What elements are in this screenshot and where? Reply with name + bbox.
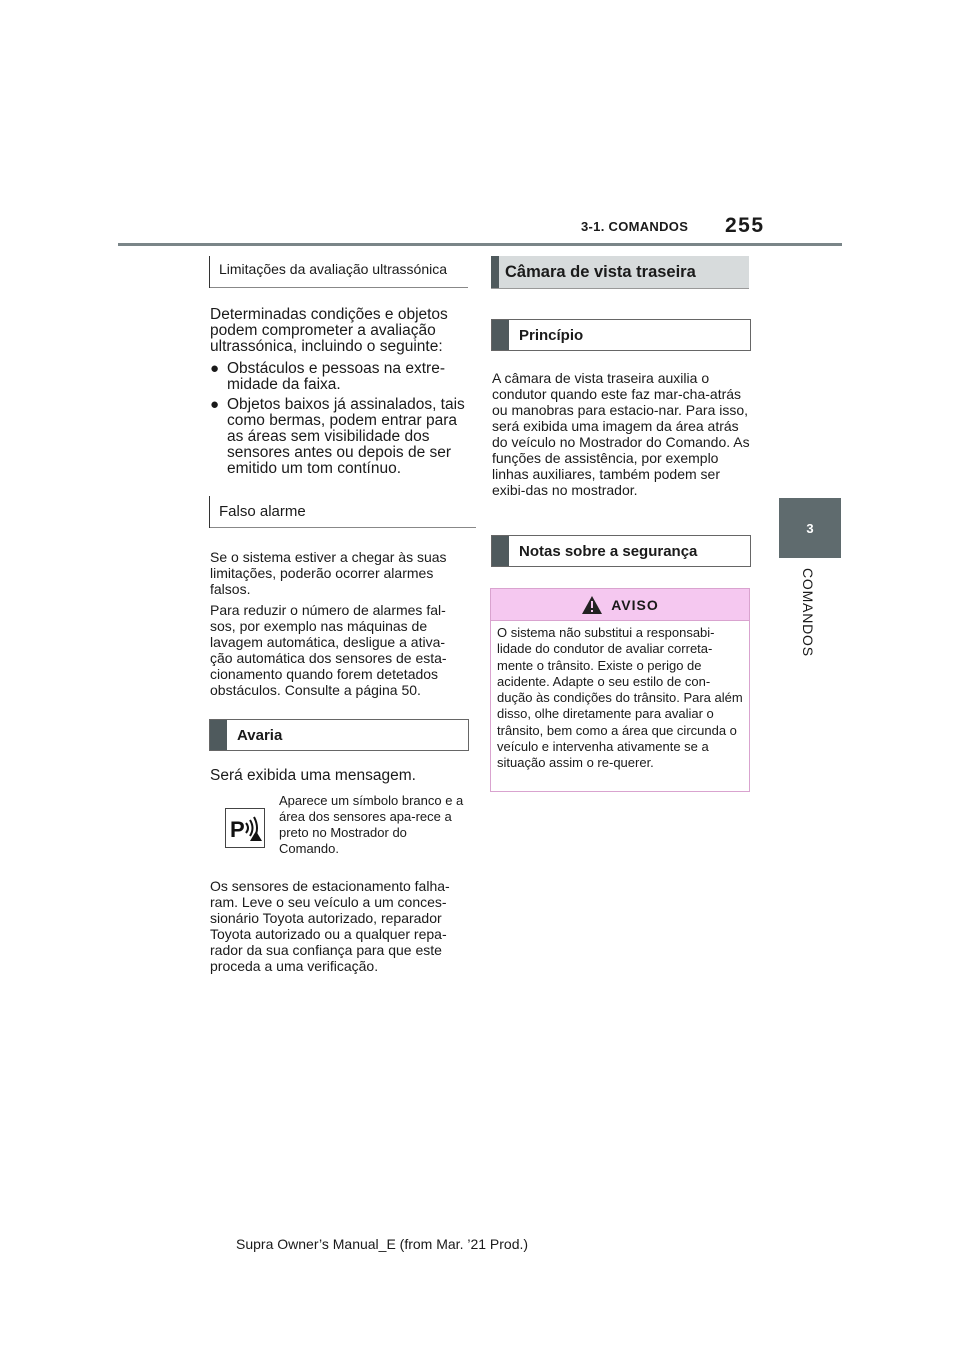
warning-label: AVISO [611, 596, 659, 613]
chapter-tab[interactable]: 3 [779, 498, 841, 558]
warning-triangle-icon [581, 595, 603, 615]
warning-text: O sistema não substitui a responsabi-lidade do condutor de avaliar correta-mente o trânsito. Existe o perigo de acidente. Adapte o seu estilo de con-dução às condições do trânsito. Para além disso, olhe diretamente para avaliar o trânsito, bem como a área que circunda o veículo e intervenha ativamente se a situação assim o re-querer. [497, 625, 743, 771]
heading-principio [491, 319, 751, 351]
icon-caption: Aparece um símbolo branco e a área dos sensores apa-rece a preto no Mostrador do Comando. [279, 793, 464, 856]
paragraph-conditions: Determinadas condições e objetos podem comprometer a avaliação ultrassónica, incluindo o seguinte: [210, 306, 448, 355]
section-heading-rear-camera [491, 256, 749, 288]
heading-safety-notes [491, 535, 751, 567]
warning-box [490, 588, 750, 792]
list-item-text: Obstáculos e pessoas na extre-midade da faixa. [227, 360, 445, 393]
subheading-ultrasonic-limits [209, 256, 468, 288]
paragraph-sensor-failure: Os sensores de estacionamento falha-ram. Leve o seu veículo a um conces-sionário Toyota autorizado, reparador Toyota autorizado ou a qualquer repa-rador da sua confiança para que este proceda a uma verificação. [210, 878, 450, 974]
bullet-icon: ● [210, 360, 220, 377]
subheading-text: Limitações da avaliação ultrassónica [219, 261, 448, 277]
subheading-false-alarm [209, 496, 476, 528]
paragraph-message: Será exibida uma mensagem. [210, 767, 416, 784]
heading-text: Avaria [237, 726, 283, 744]
heading-text: Câmara de vista traseira [505, 262, 696, 281]
warning-header [491, 589, 749, 621]
section-rule [491, 288, 749, 289]
paragraph-false-alarms: Se o sistema estiver a chegar às suas limitações, poderão ocorrer alarmes falsos. [210, 549, 447, 597]
list-item-text: Objetos baixos já assinalados, tais como bermas, podem entrar para as áreas sem visibilidade dos sensores antes ou depois de ser emitido um tom contínuo. [227, 396, 465, 477]
svg-text:P: P [230, 817, 245, 842]
chapter-tab-label: COMANDOS [800, 568, 816, 657]
page-number: 255 [725, 214, 765, 237]
paragraph-principle: A câmara de vista traseira auxilia o condutor quando este faz mar-cha-atrás ou manobras para estacio-nar. Para isso, será exibida uma imagem da área atrás do veículo no Mostrador do Comando. As funções de assistência, por exemplo linhas auxiliares, também podem ser exibi-das no mostrador. [492, 370, 750, 498]
paragraph-reduce-alarms: Para reduzir o número de alarmes fal-sos, por exemplo nas máquinas de lavagem automática, desligue a ativa-ção automática dos sensores de esta-cionamento quando forem detetados obstáculos. Consulte a página 50. [210, 602, 447, 698]
header-rule [118, 243, 842, 246]
heading-text: Notas sobre a segurança [519, 542, 698, 560]
heading-avaria [209, 719, 469, 751]
list-item [210, 361, 465, 393]
parking-sensor-warning-icon [225, 808, 265, 848]
footer-manual-title: Supra Owner’s Manual_E (from Mar. ’21 Prod.) [236, 1236, 529, 1252]
section-title: 3-1. COMANDOS [581, 219, 689, 234]
subheading-text: Falso alarme [219, 503, 306, 520]
bullet-icon: ● [210, 396, 220, 413]
heading-text: Princípio [519, 326, 584, 344]
list-item [210, 397, 465, 477]
